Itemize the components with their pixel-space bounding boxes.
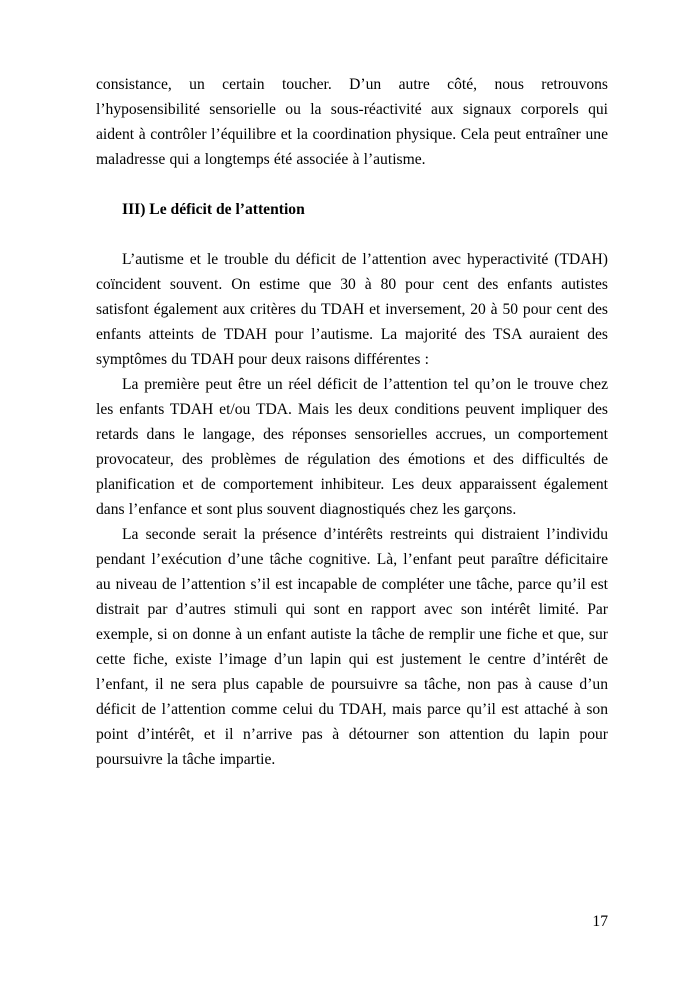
section-heading: III) Le déficit de l’attention [122, 201, 305, 218]
paragraph-continued: consistance, un certain toucher. D’un autre côté, nous retrouvons l’hyposensibilité sensorielle ou la sous-réactivité aux signaux corporels qui aident à contrôler l’équilibre et la coordination physique. Cela peut entraîner une maladresse qui a longtemps été associée à l’autisme. [96, 76, 608, 168]
spacer-after-heading [96, 222, 608, 247]
page-number: 17 [592, 913, 608, 930]
paragraph-2: La première peut être un réel déficit de l’attention tel qu’on le trouve chez les enfants TDAH et/ou TDA. Mais les deux conditions peuvent impliquer des retards dans le langage, des réponses sensorielles accrues, un comportement provocateur, des problèmes de régulation des émotions et des difficultés de planification et de comportement inhibiteur. Les deux apparaissent également dans l’enfance et sont plus souvent diagnostiqués chez les garçons. [96, 376, 608, 518]
paragraph-3: La seconde serait la présence d’intérêts restreints qui distraient l’individu pendant l’exécution d’une tâche cognitive. Là, l’enfant peut paraître déficitaire au niveau de l’attention s’il est incapable de compléter une tâche, parce qu’il est distrait par d’autres stimuli qui sont en rapport avec son intérêt limité. Par exemple, si on donne à un enfant autiste la tâche de remplir une fiche et que, sur cette fiche, existe l’image d’un lapin qui est justement le centre d’intérêt de l’enfant, il ne sera plus capable de poursuivre sa tâche, non pas à cause d’un déficit de l’attention comme celui du TDAH, mais parce qu’il est attaché à son point d’intérêt, et il n’arrive pas à détourner son attention du lapin pour poursuivre la tâche impartie. [96, 526, 608, 768]
paragraph-1: L’autisme et le trouble du déficit de l’attention avec hyperactivité (TDAH) coïncident souvent. On estime que 30 à 80 pour cent des enfants autistes satisfont également aux critères du TDAH et inversement, 20 à 50 pour cent des enfants atteints de TDAH pour l’autisme. La majorité des TSA auraient des symptômes du TDAH pour deux raisons différentes : [96, 251, 608, 368]
page-content [96, 72, 608, 772]
spacer-before-heading [96, 172, 608, 197]
